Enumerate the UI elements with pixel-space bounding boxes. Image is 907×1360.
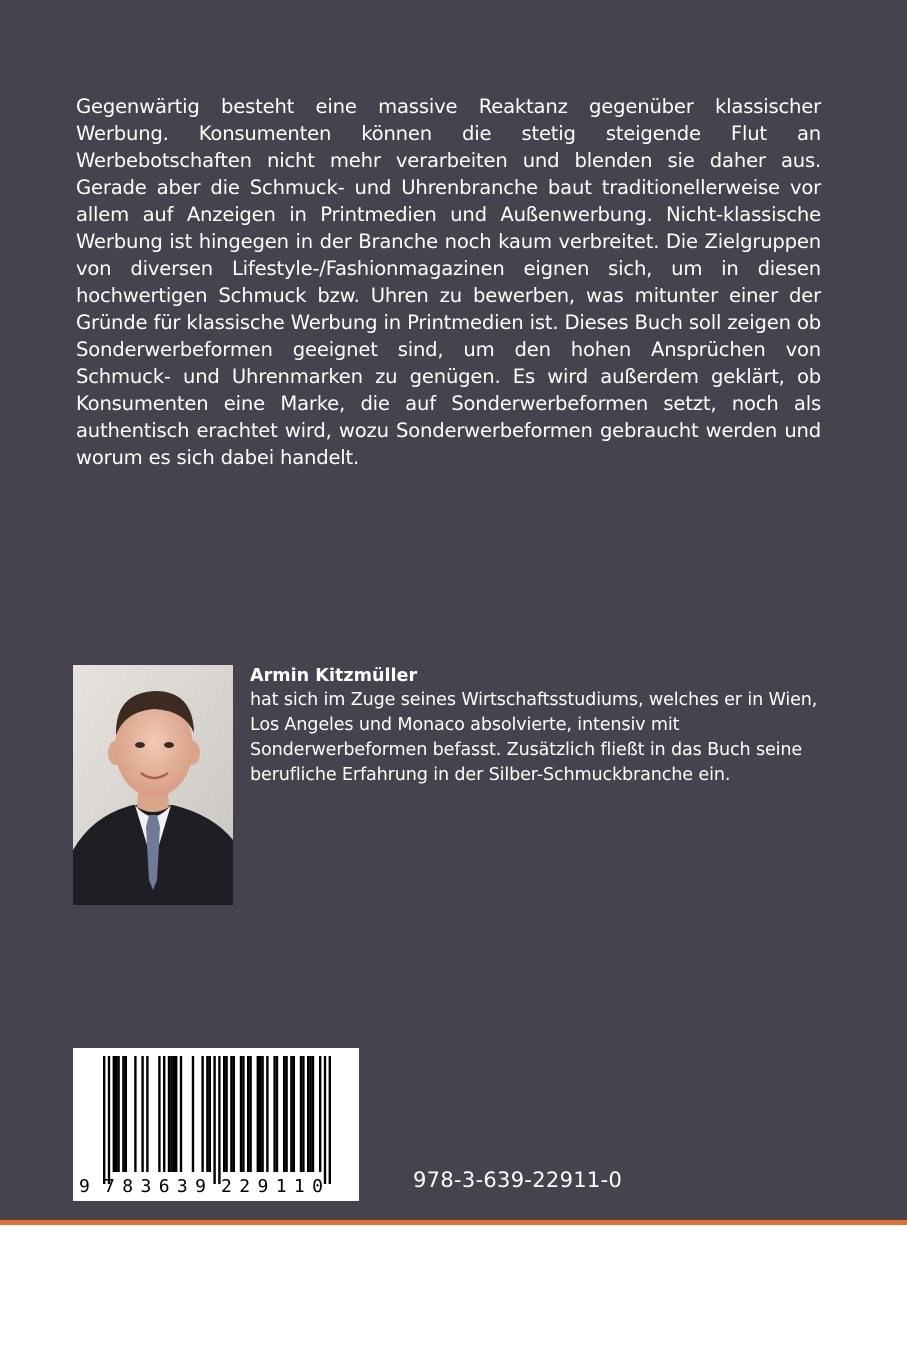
barcode-bar (230, 1056, 232, 1172)
accent-stripe (0, 1220, 907, 1225)
barcode-bar (223, 1056, 225, 1172)
barcode-bar (125, 1056, 127, 1172)
barcode-bar (240, 1056, 242, 1172)
barcode (73, 1048, 359, 1201)
barcode-guard-bar (213, 1056, 215, 1184)
barcode-bar (300, 1056, 302, 1172)
barcode-bar (273, 1056, 275, 1172)
author-name: Armin Kitzmüller (250, 666, 418, 686)
barcode-bar (146, 1056, 148, 1172)
barcode-bar (163, 1056, 165, 1172)
barcode-bar (307, 1056, 309, 1172)
barcode-bar (201, 1056, 203, 1172)
barcode-guard-bar (324, 1056, 326, 1184)
isbn-number: 978-3-639-22911-0 (413, 1168, 623, 1192)
barcode-bar (170, 1056, 172, 1172)
barcode-bar (257, 1056, 259, 1172)
barcode-bar (293, 1056, 295, 1172)
barcode-bar (302, 1056, 304, 1172)
barcode-bars (103, 1056, 331, 1184)
barcode-bar (113, 1056, 115, 1172)
barcode-bar (261, 1056, 263, 1172)
barcode-guard-bar (103, 1056, 105, 1184)
barcode-bar (259, 1056, 261, 1172)
barcode-bar (266, 1056, 268, 1172)
barcode-guard-bar (329, 1056, 331, 1184)
barcode-bar (134, 1056, 136, 1172)
author-biography: hat sich im Zuge seines Wirtschaftsstudiums, welches er in Wien, Los Angeles und Monaco absolvierte, intensiv mit Sonderwerbeformen befasst. Zusätzlich fließt in das Buch seine berufliche Erfahrung in der Silber-Schmuckbranche ein. (250, 690, 818, 785)
barcode-bar (225, 1056, 227, 1172)
barcode-bar (319, 1056, 321, 1172)
barcode-bar (276, 1056, 278, 1172)
barcode-digits-left: 783639 (104, 1176, 206, 1197)
barcode-digit-lead: 9 (79, 1176, 90, 1197)
barcode-bar (175, 1056, 177, 1172)
book-description: Gegenwärtig besteht eine massive Reaktanz gegenüber klassischer Werbung. Konsumenten können die stetig steigende Flut an Werbebotschaften nicht mehr verarbeiten und blenden sie daher aus. Gerade aber die Schmuck- und Uhrenbranche baut traditionellerweise vor allem auf Anzeigen in Printmedien und Außenwerbung. Nicht-klassische Werbung ist hingegen in der Branche noch kaum verbreitet. Die Zielgruppen von diversen Lifestyle-/Fashionmagazinen eignen sich, um in diesen hochwertigen Schmuck bzw. Uhren zu bewerben, was mitunter einer der Gründe für klassische Werbung in Printmedien ist. Dieses Buch soll zeigen ob Sonderwerbeformen geeignet sind, um den hohen Ansprüchen von Schmuck- und Uhrenmarken zu genügen. Es wird außerdem geklärt, ob Konsumenten eine Marke, die auf Sonderwerbeformen setzt, noch als authentisch erachtet wird, wozu Sonderwerbeformen gebraucht werden und worum es sich dabei handelt. (76, 95, 821, 469)
barcode-bar (247, 1056, 249, 1172)
barcode-bar (180, 1056, 182, 1172)
barcode-bar (173, 1056, 175, 1172)
barcode-bar (206, 1056, 208, 1172)
barcode-bar (249, 1056, 251, 1172)
author-portrait-image (73, 665, 233, 905)
barcode-bar (115, 1056, 117, 1172)
barcode-bar (168, 1056, 170, 1172)
barcode-bar (209, 1056, 211, 1172)
barcode-bar (122, 1056, 124, 1172)
barcode-bar (192, 1056, 194, 1172)
barcode-bar (309, 1056, 311, 1172)
barcode-guard-bar (218, 1056, 220, 1184)
barcode-bar (290, 1056, 292, 1172)
barcode-bar (141, 1056, 143, 1172)
barcode-digits-right: 229110 (221, 1176, 323, 1197)
barcode-bar (312, 1056, 314, 1172)
barcode-bar (117, 1056, 119, 1172)
author-photo (73, 665, 233, 905)
barcode-bar (242, 1056, 244, 1172)
barcode-bar (283, 1056, 285, 1172)
barcode-graphic (73, 1048, 359, 1201)
barcode-bar (233, 1056, 235, 1172)
barcode-bar (285, 1056, 287, 1172)
barcode-bar (158, 1056, 160, 1172)
barcode-guard-bar (108, 1056, 110, 1184)
